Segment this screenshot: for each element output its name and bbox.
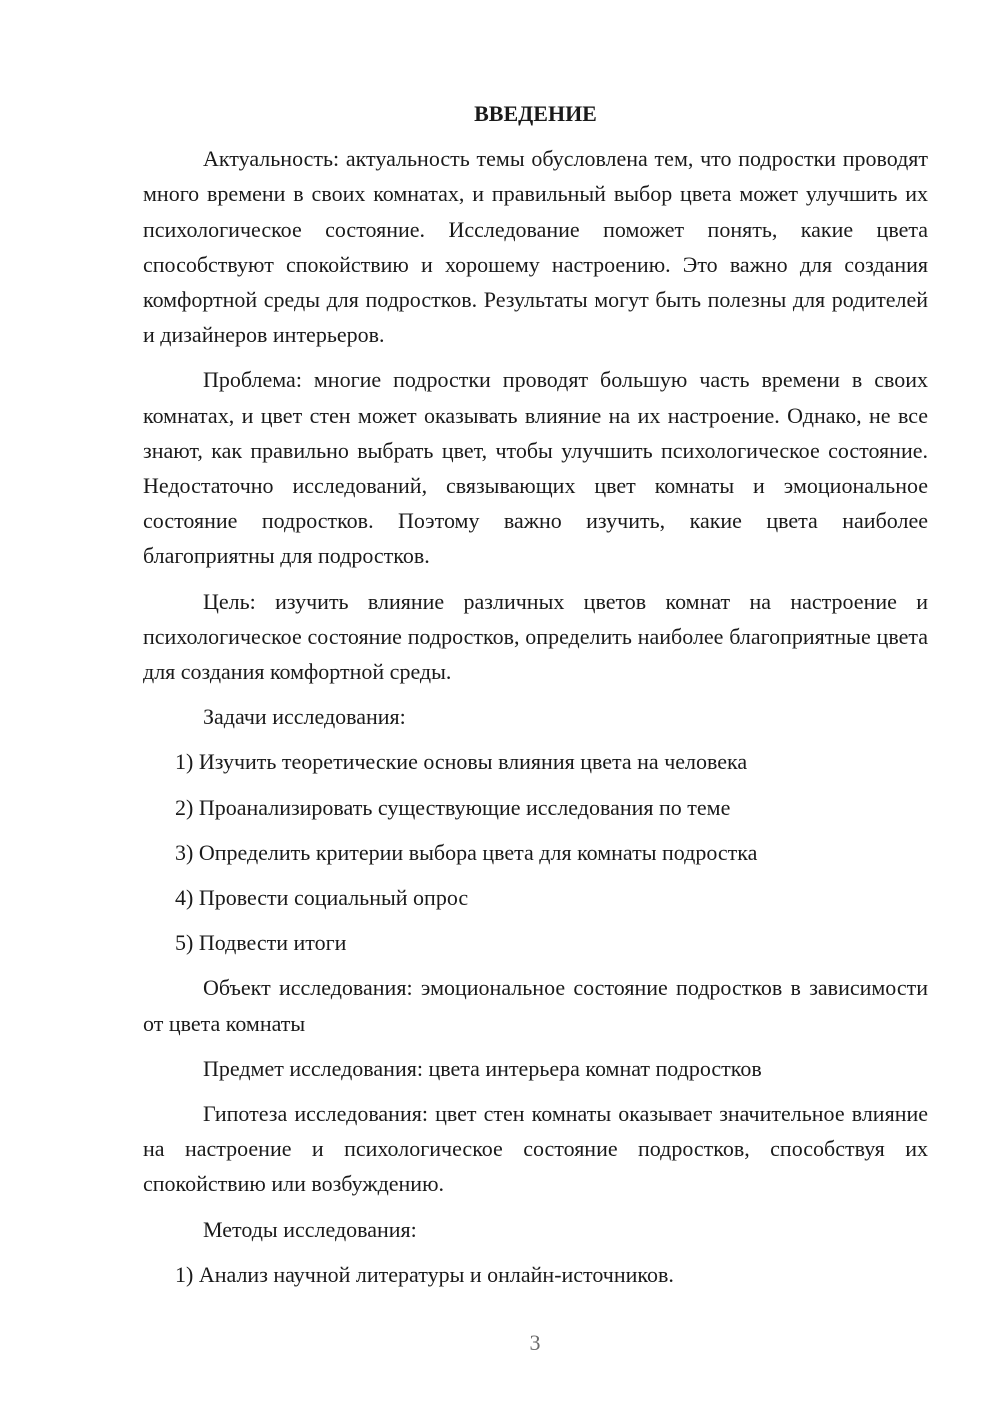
hypothesis-paragraph: Гипотеза исследования: цвет стен комнаты оказывает значительное влияние на настроение и психологическое состояние подростков, способствуя их спокойствию или возбуждению. xyxy=(143,1101,928,1197)
list-item: 4) Провести социальный опрос xyxy=(175,885,469,911)
list-item: 2) Проанализировать существующие исследования по теме xyxy=(175,794,731,820)
subject-paragraph: Предмет исследования: цвета интерьера комнат подростков xyxy=(203,1055,762,1081)
object-paragraph: Объект исследования: эмоциональное состояние подростков в зависимости от цвета комнаты xyxy=(143,975,928,1036)
relevance-paragraph: Актуальность: актуальность темы обусловлена тем, что подростки проводят много времени в своих комнатах, и правильный выбор цвета может улучшить их психологическое состояние. Исследование поможет понять, какие цвета способствуют спокойствию и хорошему настроению. Это важно для создания комфортной среды для подростков. Результаты могут быть полезны для родителей и дизайнеров интерьеров. xyxy=(143,146,928,348)
problem-paragraph: Проблема: многие подростки проводят большую часть времени в своих комнатах, и цвет стен может оказывать влияние на их настроение. Однако, не все знают, как правильно выбрать цвет, чтобы улучшить психологическое состояние. Недостаточно исследований, связывающих цвет комнаты и эмоциональное состояние подростков. Поэтому важно изучить, какие цвета наиболее благоприятны для подростков. xyxy=(143,367,928,569)
list-item: 1) Анализ научной литературы и онлайн-источников. xyxy=(175,1261,674,1287)
goal-paragraph: Цель: изучить влияние различных цветов комнат на настроение и психологическое состояние подростков, определить наиболее благоприятные цвета для создания комфортной среды. xyxy=(143,588,928,685)
section-title: ВВЕДЕНИЕ xyxy=(474,101,597,126)
page-body xyxy=(143,96,928,1302)
list-item: 1) Изучить теоретические основы влияния цвета на человека xyxy=(175,749,748,775)
list-item: 5) Подвести итоги xyxy=(175,930,347,956)
methods-heading: Методы исследования: xyxy=(203,1216,417,1242)
page-number: 3 xyxy=(529,1330,541,1355)
methods-list xyxy=(143,1257,928,1292)
tasks-heading: Задачи исследования: xyxy=(203,704,406,730)
list-item: 3) Определить критерии выбора цвета для комнаты подростка xyxy=(175,839,758,865)
tasks-list xyxy=(143,744,928,960)
